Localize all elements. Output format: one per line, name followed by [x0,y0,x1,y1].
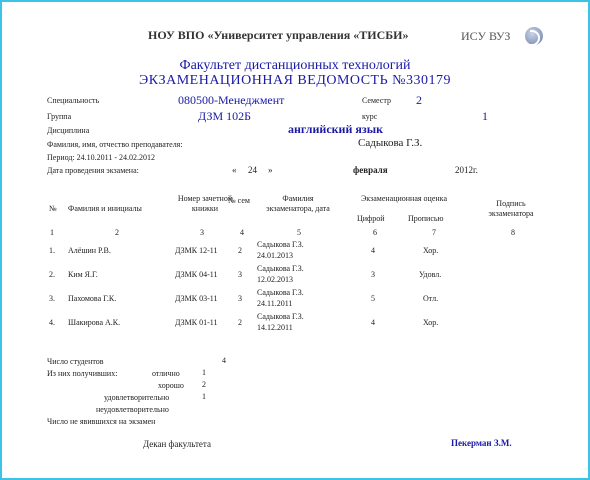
row-date: 24.11.2011 [257,299,293,308]
globe-logo-icon [525,27,543,45]
row-date: 14.12.2011 [257,323,293,332]
sheet-title: ЭКЗАМЕНАЦИОННАЯ ВЕДОМОСТЬ №330179 [139,73,451,88]
col-header-record: Номер зачетной книжки [177,194,233,213]
col-header-grade-digit: Цифрой [357,214,385,223]
discipline-label: Дисциплина [47,126,90,135]
exam-date-quote-open: « [232,165,237,175]
col-header-signature: Подпись экзаменатора [488,199,534,218]
row-name: Шакирова А.К. [68,318,121,327]
row-examiner: Садыкова Г.З. [257,264,304,273]
period-label: Период: 24.10.2011 - 24.02.2012 [47,153,156,162]
index-cell: 8 [511,228,515,237]
course-value: 1 [482,109,488,123]
group-label: Группа [47,112,72,121]
exam-date-quote-close: » [268,165,273,175]
row-name: Ким Я.Г. [68,270,98,279]
good-value: 2 [202,380,206,389]
row-examiner: Садыкова Г.З. [257,288,304,297]
exam-date-year: 2012г. [455,165,478,175]
dean-name: Пекерман З.М. [451,438,512,448]
exam-date-day: 24 [248,165,257,175]
row-record: ДЗМК 12-11 [175,246,218,255]
absent-label: Число не явившихся на экзамен [47,417,156,426]
satisfactory-value: 1 [202,392,206,401]
index-cell: 5 [297,228,301,237]
index-cell: 4 [240,228,244,237]
index-cell: 7 [432,228,436,237]
row-digit: 5 [371,294,375,303]
row-word: Удовл. [419,270,442,279]
system-name: ИСУ ВУЗ [461,29,511,43]
row-examiner: Садыкова Г.З. [257,240,304,249]
row-digit: 4 [371,246,375,255]
group-value: ДЗМ 102Б [198,109,252,123]
total-students-value: 4 [222,356,226,365]
row-sem: 2 [238,246,242,255]
specialty-label: Специальность [47,96,100,105]
row-num: 3. [49,294,55,303]
specialty-value: 080500-Менеджмент [178,93,285,107]
teacher-label: Фамилия, имя, отчество преподавателя: [47,140,183,149]
col-header-grade-word: Прописью [408,214,444,223]
row-digit: 3 [371,270,375,279]
col-header-num: № [49,204,57,213]
teacher-value: Садыкова Г.З. [358,137,423,149]
col-header-sem: № сем [228,196,250,205]
index-cell: 6 [373,228,377,237]
row-num: 4. [49,318,55,327]
row-name: Пахомова Г.К. [68,294,117,303]
received-label: Из них получивших: [47,369,118,378]
col-header-examiner: Фамилия экзаменатора, дата [266,194,330,213]
semester-value: 2 [416,93,422,107]
row-record: ДЗМК 04-11 [175,270,218,279]
exam-date-label: Дата проведения экзамена: [47,166,139,175]
row-digit: 4 [371,318,375,327]
faculty-title: Факультет дистанционных технологий [179,58,411,73]
dean-label: Декан факультета [143,439,211,449]
good-label: хорошо [158,381,184,390]
unsatisfactory-label: неудовлетворительно [96,405,169,414]
row-sem: 3 [238,294,242,303]
row-word: Отл. [423,294,439,303]
excellent-value: 1 [202,368,206,377]
row-date: 24.01.2013 [257,251,293,260]
index-cell: 2 [115,228,119,237]
row-name: Алёшин Р.В. [68,246,111,255]
row-num: 2. [49,270,55,279]
discipline-value: английский язык [288,122,383,136]
row-word: Хор. [423,318,439,327]
row-num: 1. [49,246,55,255]
row-record: ДЗМК 03-11 [175,294,218,303]
index-cell: 1 [50,228,54,237]
index-cell: 3 [200,228,204,237]
total-students-label: Число студентов [47,357,104,366]
row-sem: 2 [238,318,242,327]
excellent-label: отлично [152,369,180,378]
course-label: курс [362,112,378,121]
row-sem: 3 [238,270,242,279]
row-record: ДЗМК 01-11 [175,318,218,327]
exam-date-month: февраля [353,165,388,175]
university-name: НОУ ВПО «Университет управления «ТИСБИ» [148,28,409,42]
satisfactory-label: удовлетворительно [104,393,170,402]
row-word: Хор. [423,246,439,255]
semester-label: Семестр [362,96,391,105]
row-examiner: Садыкова Г.З. [257,312,304,321]
col-header-grade: Экзаменационная оценка [360,194,447,203]
col-header-name: Фамилия и инициалы [68,204,142,213]
row-date: 12.02.2013 [257,275,293,284]
